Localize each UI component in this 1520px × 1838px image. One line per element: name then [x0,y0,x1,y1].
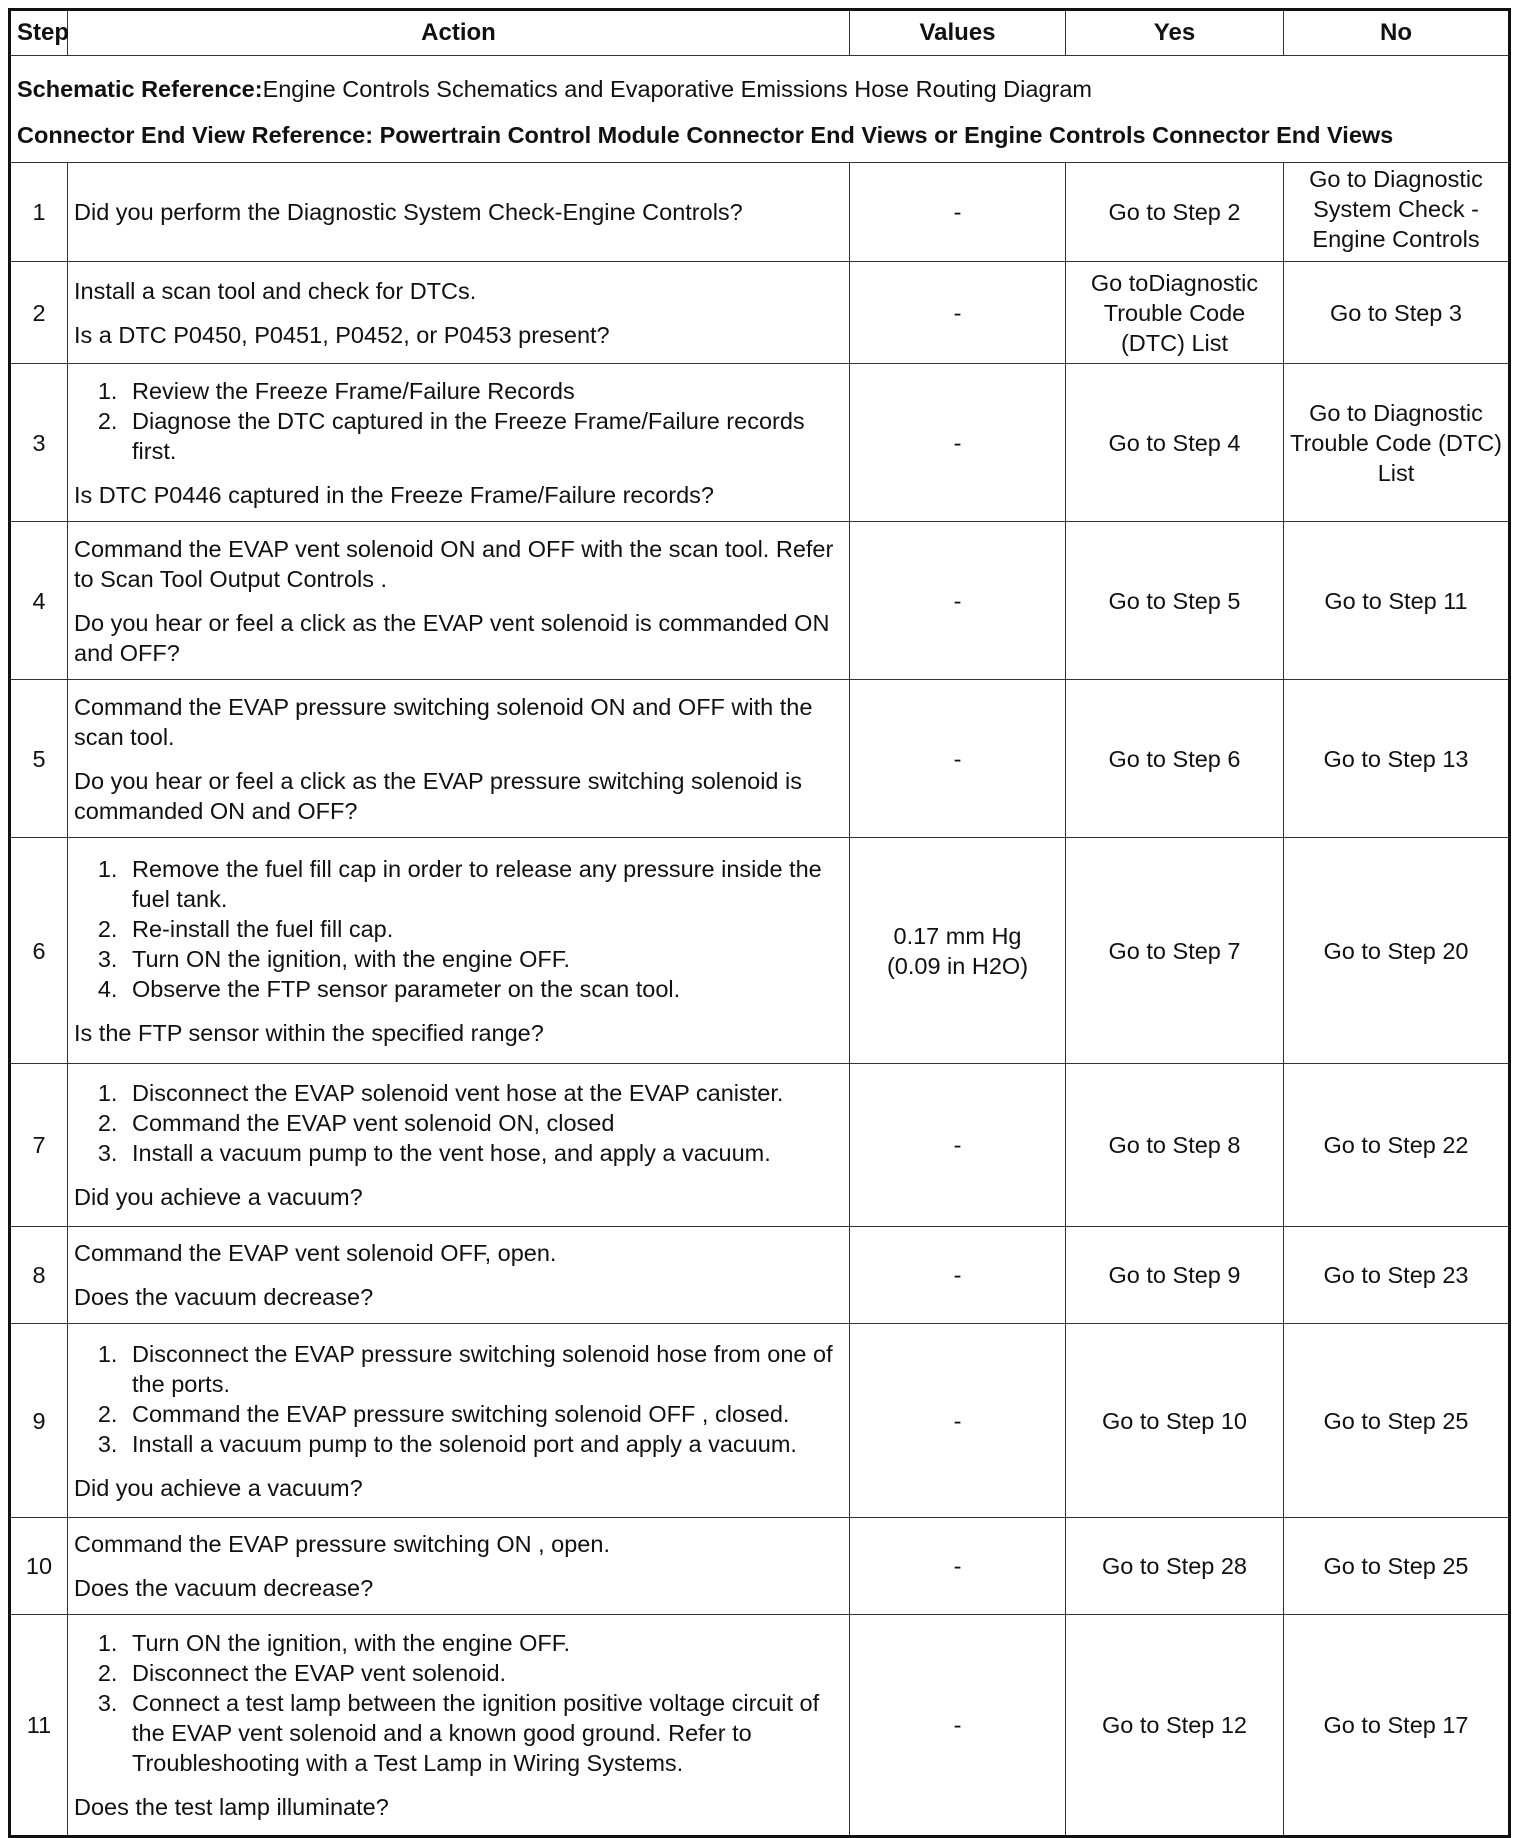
action-question: Do you hear or feel a click as the EVAP vent solenoid is commanded ON and OFF? [74,609,830,666]
step-number: 8 [10,1227,68,1324]
no-cell: Go to Step 23 [1284,1227,1510,1324]
table-row [10,1615,1510,1837]
list-item: 2. Command the EVAP vent solenoid ON, closed [124,1108,843,1138]
list-item: 2. Re-install the fuel fill cap. [124,914,843,944]
yes-cell: Go to Step 10 [1066,1324,1284,1518]
table-row [10,262,1510,364]
header-no: No [1284,10,1510,56]
table-row [10,364,1510,522]
action-text: Install a scan tool and check for DTCs. [74,277,477,304]
table-row [10,838,1510,1064]
no-cell: Go to Step 17 [1284,1615,1510,1837]
value-cell: - [850,163,1066,262]
action-cell [68,680,850,838]
yes-cell: Go to Step 8 [1066,1064,1284,1227]
list-item: 2. Disconnect the EVAP vent solenoid. [124,1658,843,1688]
list-item: 2. Command the EVAP pressure switching solenoid OFF , closed. [124,1399,843,1429]
value-cell: - [850,1518,1066,1615]
list-item: 1. Disconnect the EVAP solenoid vent hose at the EVAP canister. [124,1078,843,1108]
header-values: Values [850,10,1066,56]
yes-cell: Go to Step 5 [1066,522,1284,680]
step-number: 9 [10,1324,68,1518]
step-number: 11 [10,1615,68,1837]
value-cell: - [850,680,1066,838]
value-inh2o: (0.09 in H2O) [886,952,1029,979]
table-row [10,1064,1510,1227]
list-item: 1. Review the Freeze Frame/Failure Records [124,376,843,406]
no-cell: Go to Diagnostic System Check - Engine Controls [1284,163,1510,262]
action-cell [68,1324,850,1518]
list-item: 3. Connect a test lamp between the ignition positive voltage circuit of the EVAP vent solenoid and a known good ground. Refer to Troubleshooting with a Test Lamp in Wiring Systems. [124,1688,843,1778]
step-number: 5 [10,680,68,838]
action-question: Do you hear or feel a click as the EVAP pressure switching solenoid is commanded ON and OFF? [74,767,802,824]
table-row [10,163,1510,262]
no-cell: Go to Diagnostic Trouble Code (DTC) List [1284,364,1510,522]
table-row [10,680,1510,838]
action-cell [68,1615,850,1837]
action-list [74,1078,843,1168]
list-item: 3. Install a vacuum pump to the vent hose, and apply a vacuum. [124,1138,843,1168]
diagnostic-table-page [8,8,1508,1820]
table-row [10,1227,1510,1324]
action-question: Is the FTP sensor within the specified range? [74,1019,544,1046]
yes-cell: Go to Step 9 [1066,1227,1284,1324]
action-question: Does the vacuum decrease? [74,1284,374,1310]
action-question: Does the vacuum decrease? [74,1575,374,1601]
schematic-reference-label: Schematic Reference: [17,76,263,102]
value-cell: - [850,1064,1066,1227]
action-cell [68,364,850,522]
step-number: 7 [10,1064,68,1227]
value-cell: - [850,364,1066,522]
action-text: Command the EVAP vent solenoid OFF, open. [74,1240,557,1266]
schematic-reference-text: Engine Controls Schematics and Evaporative Emissions Hose Routing Diagram [262,76,1092,102]
value-mmhg: 0.17 mm Hg [893,922,1022,949]
value-cell [850,838,1066,1064]
header-action: Action [68,10,850,56]
no-cell: Go to Step 25 [1284,1324,1510,1518]
yes-cell: Go to Step 6 [1066,680,1284,838]
action-text: Command the EVAP pressure switching solenoid ON and OFF with the scan tool. [74,693,813,750]
no-cell: Go to Step 11 [1284,522,1510,680]
action-list [74,854,843,1004]
yes-cell: Go to Step 4 [1066,364,1284,522]
no-cell: Go to Step 25 [1284,1518,1510,1615]
action-text: Command the EVAP pressure switching ON , open. [74,1531,610,1557]
list-item: 3. Turn ON the ignition, with the engine OFF. [124,944,843,974]
action-cell [68,522,850,680]
step-number: 6 [10,838,68,1064]
value-cell: - [850,522,1066,680]
action-question: Did you achieve a vacuum? [74,1184,363,1210]
action-cell [68,262,850,364]
no-cell: Go to Step 22 [1284,1064,1510,1227]
no-cell: Go to Step 13 [1284,680,1510,838]
value-cell: - [850,1324,1066,1518]
no-cell: Go to Step 3 [1284,262,1510,364]
action-cell [68,1518,850,1615]
schematic-reference [17,74,1502,104]
action-cell [68,1064,850,1227]
action-question: Is a DTC P0450, P0451, P0452, or P0453 present? [74,321,610,348]
step-number: 10 [10,1518,68,1615]
action-cell [68,838,850,1064]
value-cell: - [850,1227,1066,1324]
value-cell: - [850,1615,1066,1837]
diagnostic-table [8,8,1511,1838]
list-item: 4. Observe the FTP sensor parameter on the scan tool. [124,974,843,1004]
value-cell: - [850,262,1066,364]
action-question: Does the test lamp illuminate? [74,1794,389,1820]
action-list [74,1628,843,1778]
yes-cell: Go to Step 28 [1066,1518,1284,1615]
action-text: Did you perform the Diagnostic System Check-Engine Controls? [74,199,743,225]
step-number: 4 [10,522,68,680]
table-row [10,1324,1510,1518]
list-item: 1. Turn ON the ignition, with the engine OFF. [124,1628,843,1658]
yes-cell: Go to Step 12 [1066,1615,1284,1837]
action-list [74,1339,843,1459]
yes-cell: Go toDiagnostic Trouble Code (DTC) List [1066,262,1284,364]
header-step: Step [10,10,68,56]
step-number: 1 [10,163,68,262]
action-list [74,376,843,466]
action-question: Did you achieve a vacuum? [74,1474,363,1501]
no-cell: Go to Step 20 [1284,838,1510,1064]
action-cell [68,1227,850,1324]
yes-cell: Go to Step 2 [1066,163,1284,262]
list-item: 1. Disconnect the EVAP pressure switching solenoid hose from one of the ports. [124,1339,843,1399]
connector-reference: Connector End View Reference: Powertrain Control Module Connector End Views or Engine Controls Connector End Views [17,122,1394,148]
header-row [10,10,1510,56]
action-question: Is DTC P0446 captured in the Freeze Frame/Failure records? [74,481,714,508]
reference-row [10,56,1510,163]
step-number: 3 [10,364,68,522]
action-cell [68,163,850,262]
list-item: 1. Remove the fuel fill cap in order to release any pressure inside the fuel tank. [124,854,843,914]
header-yes: Yes [1066,10,1284,56]
table-row [10,1518,1510,1615]
list-item: 3. Install a vacuum pump to the solenoid port and apply a vacuum. [124,1429,843,1459]
table-row [10,522,1510,680]
reference-cell [10,56,1510,163]
step-number: 2 [10,262,68,364]
action-text: Command the EVAP vent solenoid ON and OFF with the scan tool. Refer to Scan Tool Output Controls . [74,535,834,592]
yes-cell: Go to Step 7 [1066,838,1284,1064]
list-item: 2. Diagnose the DTC captured in the Freeze Frame/Failure records first. [124,406,843,466]
